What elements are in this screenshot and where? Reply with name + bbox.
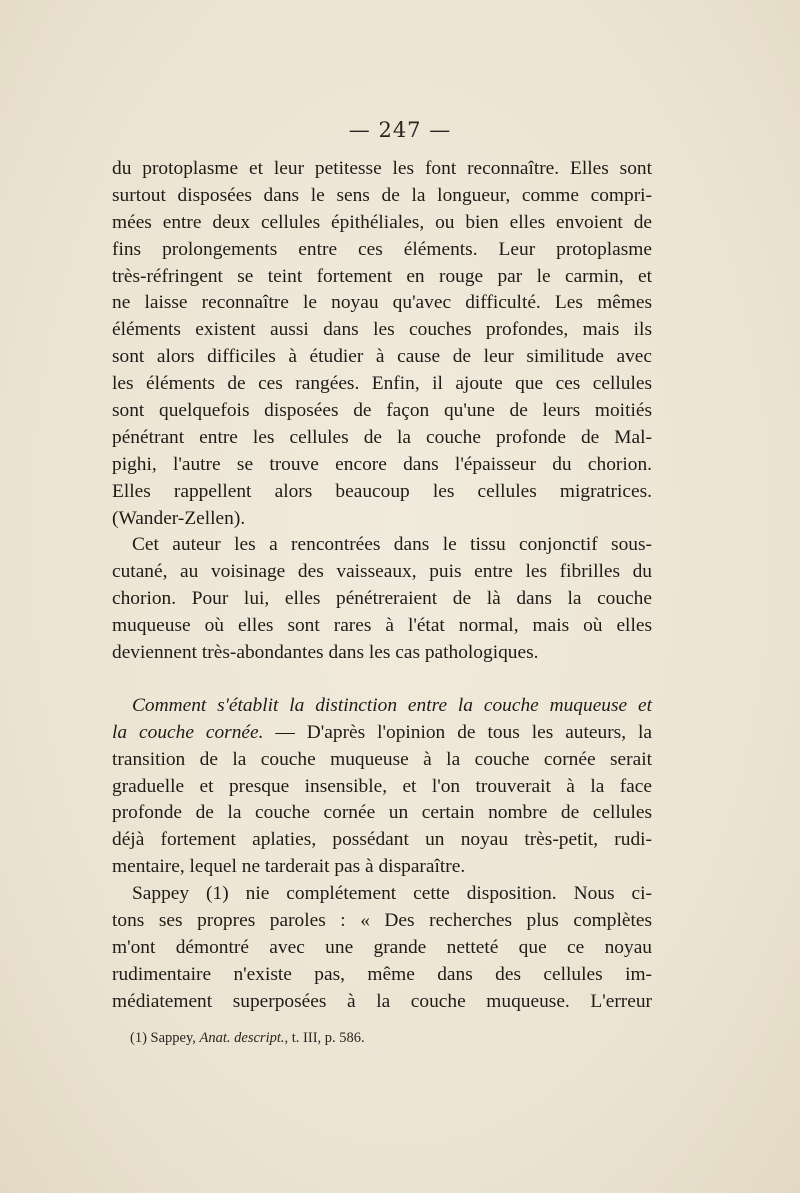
text-line: chorion. Pour lui, elles pénétreraient de là dans la couche (112, 588, 652, 610)
text-line: déjà fortement aplaties, possédant un noyau très-petit, rudi- (112, 829, 652, 851)
text-line: pénétrant entre les cellules de la couche profonde de Mal- (112, 426, 652, 448)
page-number: — 247 — (348, 118, 452, 142)
paragraph-gap (112, 667, 652, 693)
text-line: rudimentaire n'existe pas, même dans des cellules im- (112, 963, 652, 985)
section-heading-continued: la couche cornée. (112, 721, 264, 743)
footnote-suffix: , t. III, p. 586. (284, 1030, 365, 1046)
text-line: très-réfringent se teint fortement en rouge par le carmin, et (112, 265, 652, 287)
paragraph-4 (112, 881, 652, 1015)
text-line: muqueuse où elles sont rares à l'état normal, mais où elles (112, 615, 652, 637)
paragraph-3 (112, 693, 652, 881)
text-line: ne laisse reconnaître le noyau qu'avec difficulté. Les mêmes (112, 292, 652, 314)
text-line: surtout disposées dans le sens de la longueur, comme compri- (112, 184, 652, 206)
paragraph-1 (112, 156, 652, 532)
footnote (130, 1030, 365, 1047)
text-line: Sappey (1) nie complétement cette disposition. Nous ci- (132, 883, 652, 905)
text-line: mentaire, lequel ne tarderait pas à disparaître. (112, 856, 466, 878)
text-line: transition de la couche muqueuse à la couche cornée serait (112, 748, 652, 770)
text-line: éléments existent aussi dans les couches profondes, mais ils (112, 319, 652, 341)
text-line: fins prolongements entre ces éléments. Leur protoplasme (112, 238, 652, 260)
text-line: Elles rappellent alors beaucoup les cellules migratrices. (112, 480, 652, 502)
text-line: (Wander-Zellen). (112, 507, 246, 529)
text-line: sont alors difficiles à étudier à cause de leur similitude avec (112, 346, 652, 368)
text-span: — D'après l'opinion de tous les auteurs, la (263, 721, 652, 743)
paragraph-2 (112, 532, 652, 666)
text-line: cutané, au voisinage des vaisseaux, puis entre les fibrilles du (112, 561, 652, 583)
text-line: Cet auteur les a rencontrées dans le tissu conjonctif sous- (132, 534, 652, 556)
text-line: du protoplasme et leur petitesse les font reconnaître. Elles sont (112, 158, 652, 179)
text-line: deviennent très-abondantes dans les cas pathologiques. (112, 642, 539, 664)
text-line: graduelle et presque insensible, et l'on trouverait à la face (112, 775, 652, 797)
text-line: tons ses propres paroles : « Des recherches plus complètes (112, 910, 652, 932)
text-line: sont quelquefois disposées de façon qu'une de leurs moitiés (112, 400, 652, 422)
footnote-italic: Anat. descript. (199, 1030, 285, 1046)
text-line: mées entre deux cellules épithéliales, ou bien elles envoient de (112, 211, 652, 233)
body-text (112, 156, 652, 1016)
section-heading-line (112, 693, 652, 720)
text-line: m'ont démontré avec une grande netteté que ce noyau (112, 936, 652, 958)
text-line: profonde de la couche cornée un certain nombre de cellules (112, 802, 652, 824)
section-heading: Comment s'établit la distinction entre la couche muqueuse et (132, 694, 652, 716)
text-line: médiatement superposées à la couche muqueuse. L'erreur (112, 990, 652, 1012)
text-line (112, 720, 652, 747)
footnote-prefix: (1) Sappey, (130, 1030, 200, 1046)
text-line: les éléments de ces rangées. Enfin, il ajoute que ces cellules (112, 373, 652, 395)
text-line: pighi, l'autre se trouve encore dans l'épaisseur du chorion. (112, 453, 652, 475)
